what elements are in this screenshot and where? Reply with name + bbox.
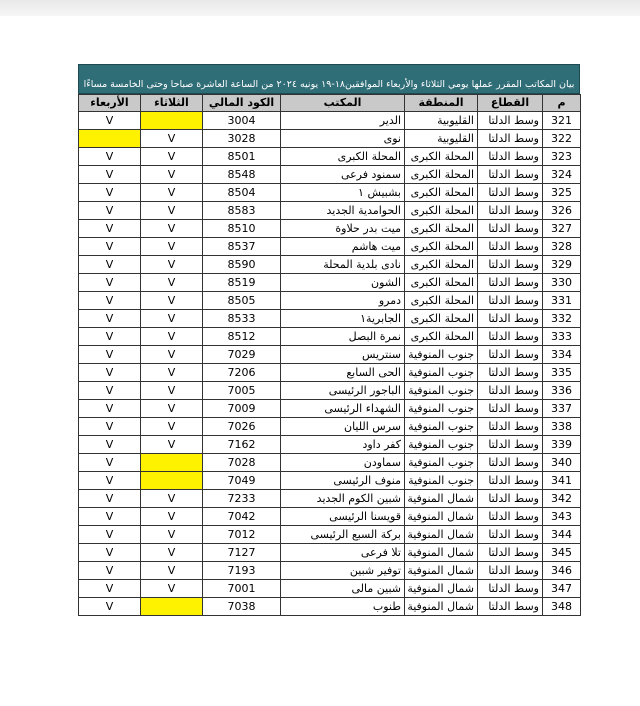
row-office: المحلة الكبرى	[281, 148, 405, 166]
row-number: 342	[543, 490, 581, 508]
table-header-row	[79, 95, 581, 112]
row-finance-code: 7038	[203, 598, 281, 616]
header-code: الكود المالي	[203, 95, 281, 112]
row-region: المحلة الكبرى	[405, 328, 478, 346]
row-finance-code: 7233	[203, 490, 281, 508]
row-finance-code: 8519	[203, 274, 281, 292]
row-finance-code: 7042	[203, 508, 281, 526]
row-tuesday-mark: V	[141, 382, 203, 400]
row-office: الدير	[281, 112, 405, 130]
row-sector: وسط الدلتا	[478, 166, 543, 184]
row-office: الشهداء الرئيسى	[281, 400, 405, 418]
document-title: بيان المكاتب المقرر عملها يومي الثلاثاء والأربعاء الموافقين١٨-١٩ يونيه ٢٠٢٤ من الساعة العاشرة صباحا وحتى الخامسة مساءًا	[78, 64, 580, 94]
row-wednesday-mark: V	[79, 292, 141, 310]
row-sector: وسط الدلتا	[478, 580, 543, 598]
row-number: 332	[543, 310, 581, 328]
row-region: جنوب المنوفية	[405, 346, 478, 364]
row-number: 322	[543, 130, 581, 148]
row-region: شمال المنوفية	[405, 490, 478, 508]
row-number: 330	[543, 274, 581, 292]
table-row	[79, 400, 581, 418]
row-tuesday-mark: V	[141, 274, 203, 292]
table-row	[79, 382, 581, 400]
row-region: شمال المنوفية	[405, 508, 478, 526]
row-wednesday-mark: V	[79, 184, 141, 202]
row-sector: وسط الدلتا	[478, 148, 543, 166]
row-wednesday-mark: V	[79, 418, 141, 436]
table-row	[79, 490, 581, 508]
row-sector: وسط الدلتا	[478, 256, 543, 274]
row-finance-code: 8512	[203, 328, 281, 346]
row-wednesday-mark: V	[79, 562, 141, 580]
table-row	[79, 310, 581, 328]
row-sector: وسط الدلتا	[478, 472, 543, 490]
row-region: شمال المنوفية	[405, 562, 478, 580]
row-office: توفير شبين	[281, 562, 405, 580]
table-row	[79, 598, 581, 616]
row-office: ميت بدر حلاوة	[281, 220, 405, 238]
row-number: 335	[543, 364, 581, 382]
row-wednesday-mark: V	[79, 274, 141, 292]
row-office: سمنود فرعى	[281, 166, 405, 184]
table-row	[79, 346, 581, 364]
table-row	[79, 166, 581, 184]
row-office: الجابرية١	[281, 310, 405, 328]
row-tuesday-mark: V	[141, 436, 203, 454]
table-row	[79, 220, 581, 238]
row-wednesday-mark: V	[79, 472, 141, 490]
row-wednesday-mark: V	[79, 112, 141, 130]
row-office: طنوب	[281, 598, 405, 616]
header-tuesday: الثلاثاء	[141, 95, 203, 112]
table-row	[79, 328, 581, 346]
row-office: بشبيش ١	[281, 184, 405, 202]
row-office: سرس الليان	[281, 418, 405, 436]
row-region: القليوبية	[405, 130, 478, 148]
row-finance-code: 8548	[203, 166, 281, 184]
row-tuesday-mark: V	[141, 184, 203, 202]
row-wednesday-mark: V	[79, 544, 141, 562]
row-sector: وسط الدلتا	[478, 400, 543, 418]
row-wednesday-mark: V	[79, 256, 141, 274]
row-finance-code: 7206	[203, 364, 281, 382]
table-row	[79, 472, 581, 490]
row-number: 334	[543, 346, 581, 364]
row-region: شمال المنوفية	[405, 598, 478, 616]
row-finance-code: 8501	[203, 148, 281, 166]
row-number: 331	[543, 292, 581, 310]
row-office: بركة السبع الرئيسى	[281, 526, 405, 544]
offices-table	[78, 94, 581, 616]
row-number: 324	[543, 166, 581, 184]
row-finance-code: 7127	[203, 544, 281, 562]
row-office: نادى بلدية المحلة	[281, 256, 405, 274]
row-office: سنتريس	[281, 346, 405, 364]
row-finance-code: 3028	[203, 130, 281, 148]
row-number: 325	[543, 184, 581, 202]
table-row	[79, 112, 581, 130]
row-number: 339	[543, 436, 581, 454]
row-office: نوى	[281, 130, 405, 148]
row-finance-code: 7193	[203, 562, 281, 580]
row-number: 343	[543, 508, 581, 526]
row-finance-code: 8583	[203, 202, 281, 220]
row-wednesday-mark: V	[79, 166, 141, 184]
table-row	[79, 238, 581, 256]
row-office: دمرو	[281, 292, 405, 310]
row-finance-code: 8504	[203, 184, 281, 202]
row-sector: وسط الدلتا	[478, 220, 543, 238]
row-sector: وسط الدلتا	[478, 454, 543, 472]
row-region: المحلة الكبرى	[405, 220, 478, 238]
table-row	[79, 454, 581, 472]
row-sector: وسط الدلتا	[478, 364, 543, 382]
row-number: 348	[543, 598, 581, 616]
row-finance-code: 7162	[203, 436, 281, 454]
row-finance-code: 7005	[203, 382, 281, 400]
row-number: 347	[543, 580, 581, 598]
row-office: تلا فرعى	[281, 544, 405, 562]
row-sector: وسط الدلتا	[478, 274, 543, 292]
table-row	[79, 202, 581, 220]
row-wednesday-mark: V	[79, 238, 141, 256]
row-office: شبين مالى	[281, 580, 405, 598]
row-sector: وسط الدلتا	[478, 184, 543, 202]
row-finance-code: 8533	[203, 310, 281, 328]
row-region: المحلة الكبرى	[405, 202, 478, 220]
row-number: 329	[543, 256, 581, 274]
row-office: الباجور الرئيسى	[281, 382, 405, 400]
table-row	[79, 256, 581, 274]
row-sector: وسط الدلتا	[478, 310, 543, 328]
row-wednesday-mark: V	[79, 346, 141, 364]
row-region: المحلة الكبرى	[405, 292, 478, 310]
row-tuesday-mark: V	[141, 220, 203, 238]
row-sector: وسط الدلتا	[478, 130, 543, 148]
row-tuesday-mark	[141, 454, 203, 472]
row-sector: وسط الدلتا	[478, 490, 543, 508]
row-region: شمال المنوفية	[405, 580, 478, 598]
row-wednesday-mark: V	[79, 220, 141, 238]
row-number: 336	[543, 382, 581, 400]
row-tuesday-mark: V	[141, 256, 203, 274]
browser-top-band	[0, 0, 640, 16]
row-wednesday-mark: V	[79, 436, 141, 454]
row-tuesday-mark	[141, 598, 203, 616]
row-tuesday-mark: V	[141, 418, 203, 436]
row-sector: وسط الدلتا	[478, 598, 543, 616]
row-finance-code: 7001	[203, 580, 281, 598]
row-region: جنوب المنوفية	[405, 364, 478, 382]
row-office: ميت هاشم	[281, 238, 405, 256]
table-row	[79, 418, 581, 436]
row-wednesday-mark	[79, 130, 141, 148]
row-number: 338	[543, 418, 581, 436]
row-tuesday-mark: V	[141, 400, 203, 418]
row-region: المحلة الكبرى	[405, 310, 478, 328]
row-sector: وسط الدلتا	[478, 382, 543, 400]
row-wednesday-mark: V	[79, 598, 141, 616]
row-finance-code: 8510	[203, 220, 281, 238]
row-tuesday-mark: V	[141, 292, 203, 310]
row-tuesday-mark	[141, 112, 203, 130]
row-region: المحلة الكبرى	[405, 148, 478, 166]
row-sector: وسط الدلتا	[478, 238, 543, 256]
row-tuesday-mark: V	[141, 130, 203, 148]
row-region: القليوبية	[405, 112, 478, 130]
row-finance-code: 7029	[203, 346, 281, 364]
row-finance-code: 3004	[203, 112, 281, 130]
row-office: منوف الرئيسى	[281, 472, 405, 490]
row-wednesday-mark: V	[79, 328, 141, 346]
row-region: شمال المنوفية	[405, 544, 478, 562]
row-finance-code: 7009	[203, 400, 281, 418]
row-sector: وسط الدلتا	[478, 418, 543, 436]
row-tuesday-mark: V	[141, 580, 203, 598]
row-sector: وسط الدلتا	[478, 526, 543, 544]
row-number: 337	[543, 400, 581, 418]
row-finance-code: 8537	[203, 238, 281, 256]
row-region: المحلة الكبرى	[405, 184, 478, 202]
row-tuesday-mark: V	[141, 508, 203, 526]
row-sector: وسط الدلتا	[478, 508, 543, 526]
row-number: 323	[543, 148, 581, 166]
row-office: سماودن	[281, 454, 405, 472]
row-region: المحلة الكبرى	[405, 238, 478, 256]
row-office: نمرة البصل	[281, 328, 405, 346]
header-wednesday: الأربعاء	[79, 95, 141, 112]
table-body	[79, 112, 581, 616]
row-number: 346	[543, 562, 581, 580]
row-number: 326	[543, 202, 581, 220]
row-tuesday-mark: V	[141, 544, 203, 562]
header-sector: القطاع	[478, 95, 543, 112]
row-wednesday-mark: V	[79, 364, 141, 382]
row-sector: وسط الدلتا	[478, 562, 543, 580]
header-num: م	[543, 95, 581, 112]
row-region: جنوب المنوفية	[405, 454, 478, 472]
row-tuesday-mark	[141, 472, 203, 490]
row-office: الشون	[281, 274, 405, 292]
row-tuesday-mark: V	[141, 328, 203, 346]
table-row	[79, 274, 581, 292]
row-region: جنوب المنوفية	[405, 418, 478, 436]
row-finance-code: 8505	[203, 292, 281, 310]
table-row	[79, 562, 581, 580]
row-number: 345	[543, 544, 581, 562]
row-sector: وسط الدلتا	[478, 112, 543, 130]
table-row	[79, 526, 581, 544]
row-tuesday-mark: V	[141, 526, 203, 544]
row-office: كفر داود	[281, 436, 405, 454]
row-region: المحلة الكبرى	[405, 274, 478, 292]
row-region: جنوب المنوفية	[405, 472, 478, 490]
row-region: شمال المنوفية	[405, 526, 478, 544]
row-wednesday-mark: V	[79, 490, 141, 508]
row-number: 340	[543, 454, 581, 472]
row-tuesday-mark: V	[141, 490, 203, 508]
row-office: شبين الكوم الجديد	[281, 490, 405, 508]
table-row	[79, 580, 581, 598]
row-tuesday-mark: V	[141, 148, 203, 166]
row-region: المحلة الكبرى	[405, 256, 478, 274]
table-row	[79, 364, 581, 382]
row-tuesday-mark: V	[141, 202, 203, 220]
row-tuesday-mark: V	[141, 562, 203, 580]
row-number: 344	[543, 526, 581, 544]
row-wednesday-mark: V	[79, 580, 141, 598]
row-wednesday-mark: V	[79, 454, 141, 472]
table-row	[79, 508, 581, 526]
row-region: جنوب المنوفية	[405, 400, 478, 418]
row-region: جنوب المنوفية	[405, 382, 478, 400]
row-region: المحلة الكبرى	[405, 166, 478, 184]
row-finance-code: 7049	[203, 472, 281, 490]
table-row	[79, 184, 581, 202]
row-number: 321	[543, 112, 581, 130]
table-row	[79, 544, 581, 562]
table-row	[79, 436, 581, 454]
row-tuesday-mark: V	[141, 310, 203, 328]
row-finance-code: 8590	[203, 256, 281, 274]
row-sector: وسط الدلتا	[478, 202, 543, 220]
header-region: المنطقة	[405, 95, 478, 112]
table-row	[79, 130, 581, 148]
row-sector: وسط الدلتا	[478, 346, 543, 364]
row-wednesday-mark: V	[79, 526, 141, 544]
row-wednesday-mark: V	[79, 382, 141, 400]
row-tuesday-mark: V	[141, 166, 203, 184]
row-finance-code: 7028	[203, 454, 281, 472]
table-row	[79, 148, 581, 166]
row-wednesday-mark: V	[79, 202, 141, 220]
row-wednesday-mark: V	[79, 148, 141, 166]
row-wednesday-mark: V	[79, 508, 141, 526]
table-row	[79, 292, 581, 310]
row-office: الحوامدية الجديد	[281, 202, 405, 220]
row-finance-code: 7026	[203, 418, 281, 436]
row-tuesday-mark: V	[141, 346, 203, 364]
row-sector: وسط الدلتا	[478, 436, 543, 454]
row-sector: وسط الدلتا	[478, 544, 543, 562]
row-sector: وسط الدلتا	[478, 292, 543, 310]
row-region: جنوب المنوفية	[405, 436, 478, 454]
header-office: المكتب	[281, 95, 405, 112]
row-tuesday-mark: V	[141, 364, 203, 382]
row-tuesday-mark: V	[141, 238, 203, 256]
row-wednesday-mark: V	[79, 400, 141, 418]
row-office: الحى السابع	[281, 364, 405, 382]
row-sector: وسط الدلتا	[478, 328, 543, 346]
row-finance-code: 7012	[203, 526, 281, 544]
schedule-document	[78, 64, 580, 616]
row-number: 328	[543, 238, 581, 256]
row-number: 327	[543, 220, 581, 238]
row-number: 341	[543, 472, 581, 490]
row-office: قويسنا الرئيسى	[281, 508, 405, 526]
row-wednesday-mark: V	[79, 310, 141, 328]
row-number: 333	[543, 328, 581, 346]
